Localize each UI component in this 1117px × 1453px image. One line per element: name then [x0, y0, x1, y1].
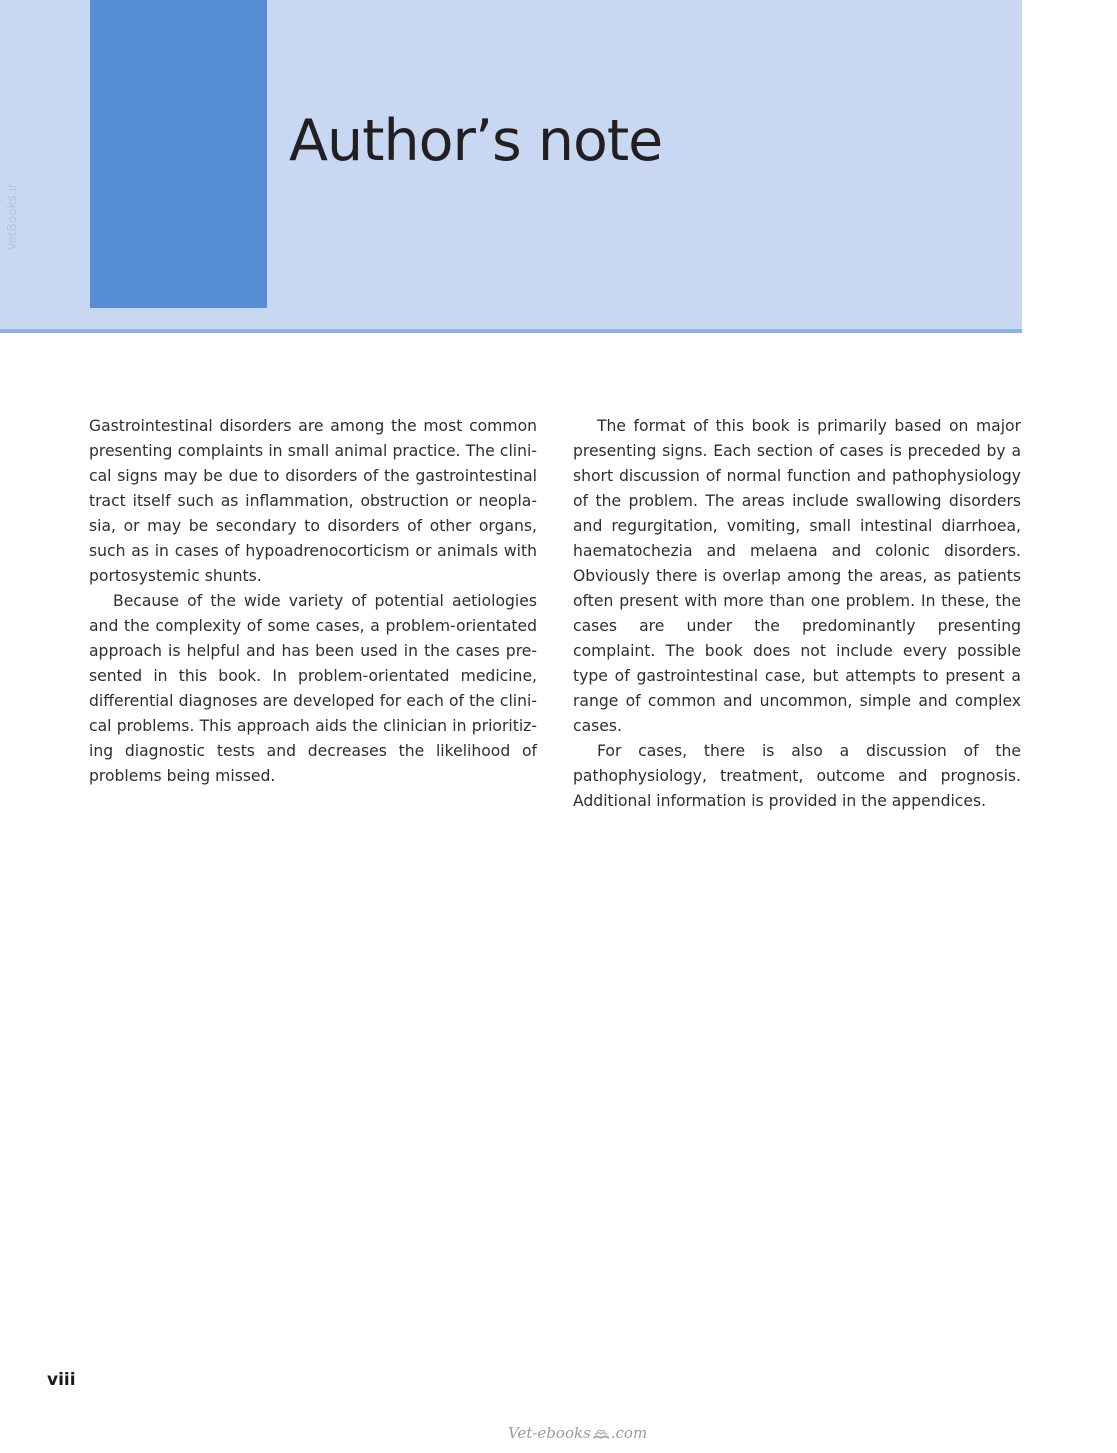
paragraph: For cases, there is also a discussion of the pathophysiology, treatment, outcome and prognosis. Additional information is provided in the appendices.: [573, 742, 1021, 810]
book-icon: [592, 1426, 610, 1440]
paragraph: Gastrointestinal disorders are among the most common presenting complaints in small animal practice. The clinical signs may be due to disorders of the gastrointestinal tract itself such as inflammation, obstruction or neoplasia, or may be secondary to disorders of other organs, such as in cases of hypoadrenocorticism or animals with portosystemic shunts.: [89, 417, 537, 585]
text-column-right: [573, 414, 1021, 814]
footer-logo: [508, 1424, 647, 1442]
page-number: viii: [47, 1370, 76, 1390]
accent-block: [90, 0, 267, 308]
paragraph: Because of the wide variety of potential aetiologies and the complexity of some cases, a problem-orientated approach is helpful and has been used in the cases presented in this book. In problem-orientated medicine, differential diagnoses are developed for each of the clinical problems. This approach aids the clinician in prioritizing diagnostic tests and decreases the likelihood of problems being missed.: [89, 592, 537, 785]
footer-logo-text: Vet-ebooks: [508, 1424, 591, 1442]
text-column-left: [89, 414, 537, 789]
footer-logo-domain: .com: [610, 1424, 648, 1442]
page-title: Author’s note: [289, 108, 663, 174]
side-watermark: VetBooks.ir: [5, 183, 19, 251]
paragraph: The format of this book is primarily based on major presenting signs. Each section of cases is preceded by a short discussion of normal function and pathophysiology of the problem. The areas include swallowing disorders and regurgitation, vomiting, small intestinal diarrhoea, haematochezia and melaena and colonic disorders. Obviously there is overlap among the areas, as patients often present with more than one problem. In these, the cases are under the predominantly presenting complaint. The book does not include every possible type of gastrointestinal case, but attempts to present a range of common and uncommon, simple and complex cases.: [573, 417, 1021, 735]
header-rule: [0, 329, 1022, 333]
